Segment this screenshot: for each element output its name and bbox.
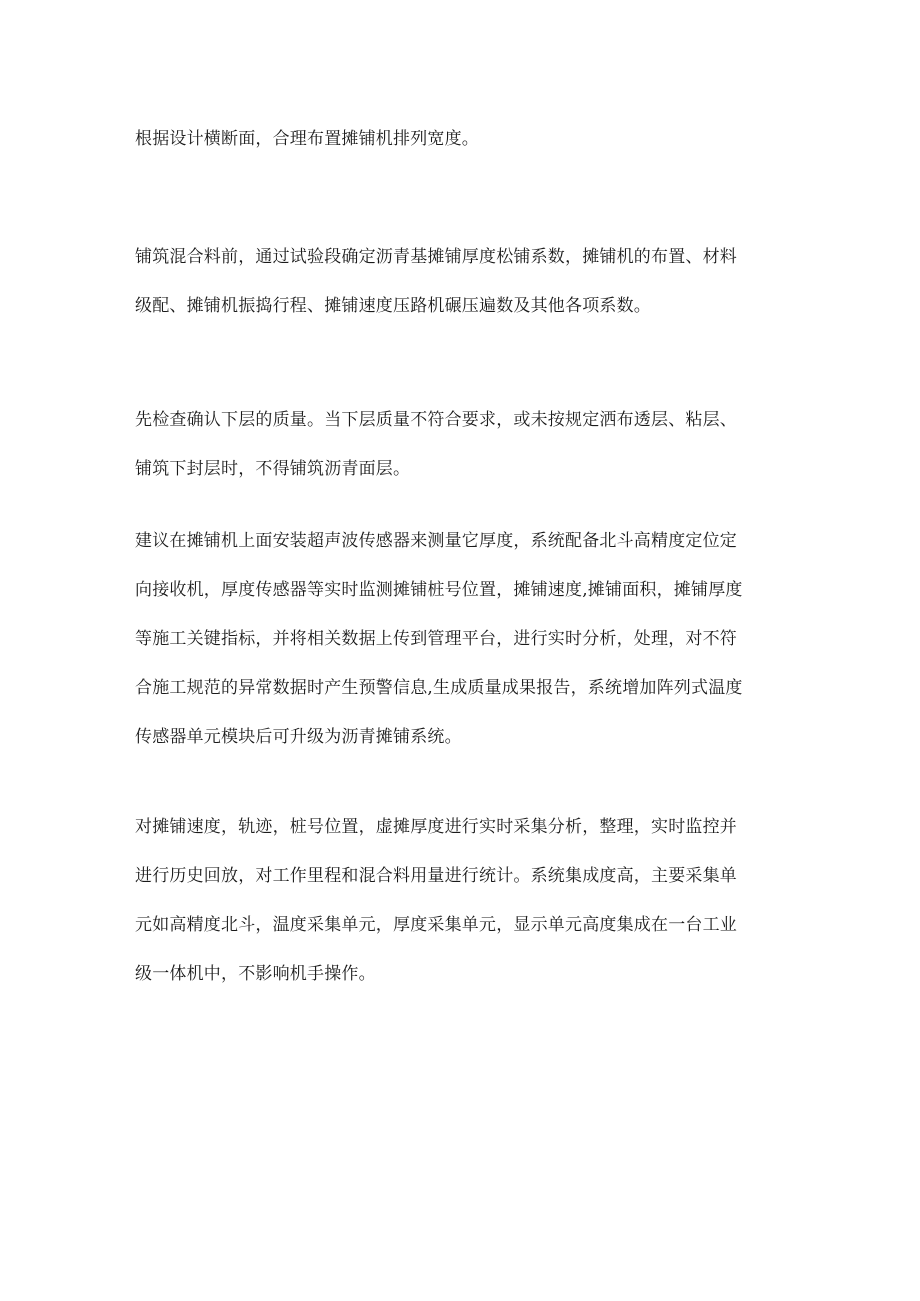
paragraph-line: 铺筑下封层时，不得铺筑沥青面层。: [135, 459, 411, 479]
paragraph-line: 级配、摊铺机振捣行程、摊铺速度压路机碾压遍数及其他各项系数。: [135, 296, 651, 316]
paragraph-line: 等施工关键指标，并将相关数据上传到管理平台，进行实时分析，处理，对不符: [135, 629, 737, 649]
paragraph-lower-layer-check: [135, 396, 790, 494]
paragraph-trial-section: [135, 233, 790, 331]
paragraph-line: 级一体机中，不影响机手操作。: [135, 964, 376, 984]
paragraph-line: 对摊铺速度，轨迹，桩号位置，虚摊厚度进行实时采集分析，整理，实时监控并: [135, 817, 737, 837]
paragraph-line: 建议在摊铺机上面安装超声波传感器来测量它厚度，系统配备北斗高精度定位定: [135, 531, 737, 551]
paragraph-line: 向接收机，厚度传感器等实时监测摊铺桩号位置，摊铺速度,摊铺面积，摊铺厚度: [135, 580, 743, 600]
paragraph-realtime-monitoring: [135, 803, 790, 999]
paragraph-line: 进行历史回放，对工作里程和混合料用量进行统计。系统集成度高，主要采集单: [135, 866, 737, 886]
paragraph-paver-width: [135, 115, 790, 164]
paragraph-line: 先检查确认下层的质量。当下层质量不符合要求，或未按规定洒布透层、粘层、: [135, 410, 737, 430]
paragraph-line: 传感器单元模块后可升级为沥青摊铺系统。: [135, 727, 462, 747]
paragraph-line: 铺筑混合料前，通过试验段确定沥青基摊铺厚度松铺系数，摊铺机的布置、材料: [135, 247, 737, 267]
paragraph-line: 根据设计横断面，合理布置摊铺机排列宽度。: [135, 129, 479, 149]
paragraph-sensor-system: [135, 517, 790, 762]
paragraph-line: 元如高精度北斗，温度采集单元，厚度采集单元，显示单元高度集成在一台工业: [135, 915, 737, 935]
paragraph-line: 合施工规范的异常数据时产生预警信息,生成质量成果报告，系统增加阵列式温度: [135, 678, 743, 698]
